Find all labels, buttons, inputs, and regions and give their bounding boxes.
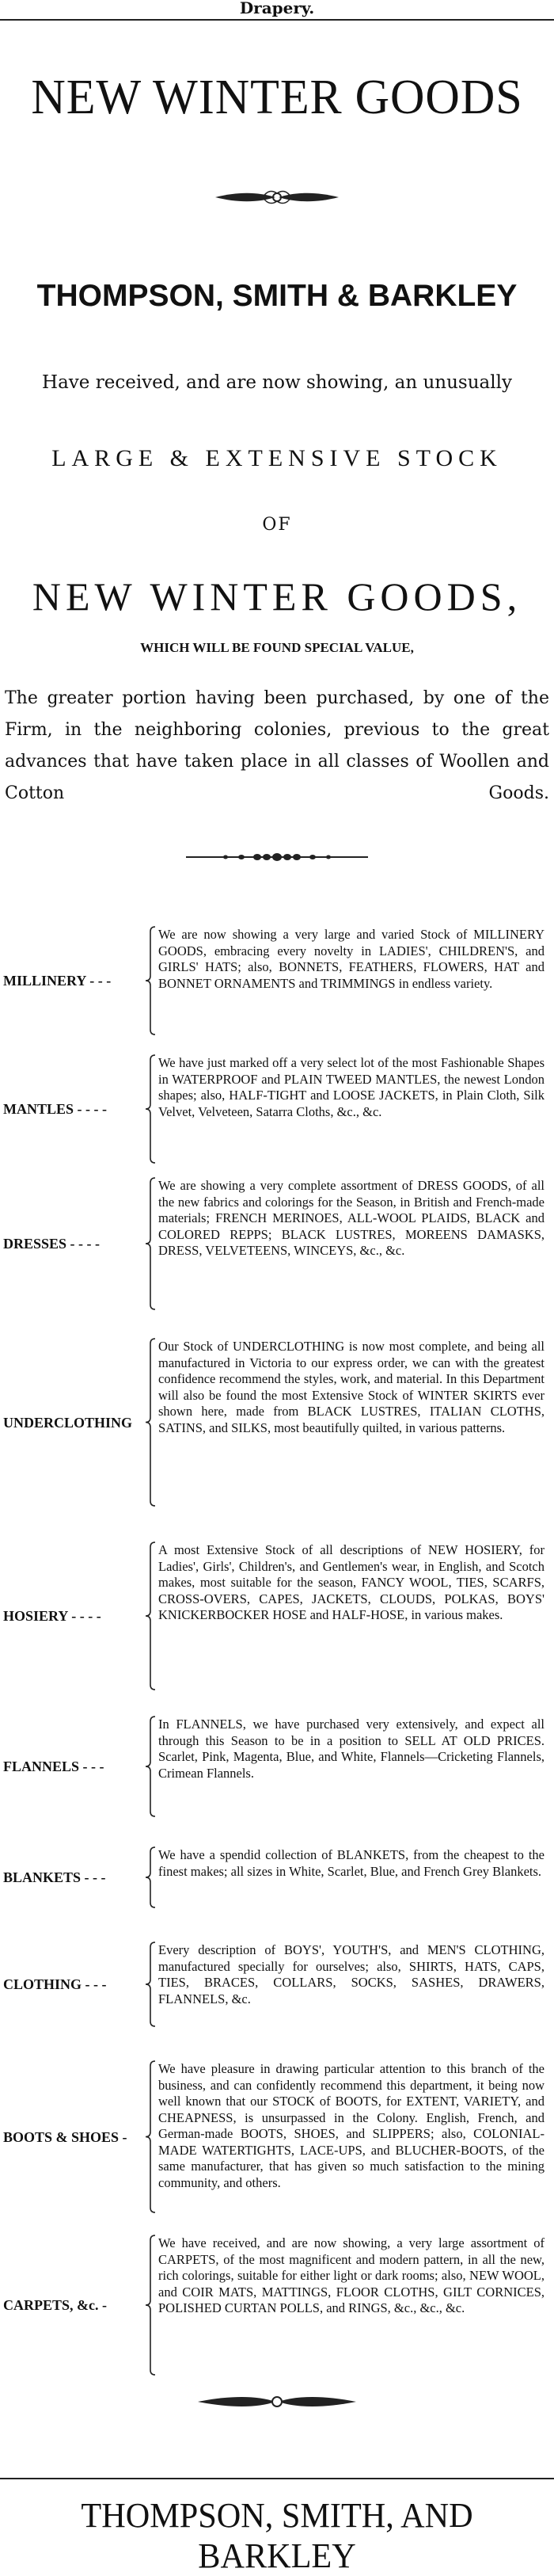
firm-name: THOMPSON, SMITH & BARKLEY [36, 279, 518, 313]
brace-icon [144, 925, 157, 1036]
footer-ornament-icon [198, 2392, 356, 2411]
department-description: A most Extensive Stock of all descriptions of NEW HOSIERY, for Ladies', Girls', Children's, and Gentlemen's wear, in English, and Scotch makes, most suitable for the season, FANCY WOOL, TIES, SCARFS, CROSS-OVERS, CAPES, JACKETS, CLOUDS, POLKAS, BOYS' KNICKERBOCKER HOSE and HALF-HOSE, in various makes. [158, 1542, 545, 1622]
brace-icon [144, 1941, 157, 2028]
department-entry [0, 1054, 554, 1164]
brace-icon [144, 2060, 157, 2214]
department-label: MANTLES - - - - [3, 1101, 107, 1117]
department-description: We have just marked off a very select lot of the most Fashionable Shapes in WATERPROOF and PLAIN TWEED MANTLES, the newest London shapes; also, HALF-TIGHT and LOOSE JACKETS, in Plain Cloth, Silk Velvet, Velveteen, Satarra Cloths, &c., &c. [158, 1055, 545, 1119]
brace-icon [144, 1337, 157, 1507]
department-label: UNDERCLOTHING [3, 1414, 133, 1431]
department-label: CLOTHING - - - [3, 1976, 107, 1992]
intro-paragraph: The greater portion having been purchased, by one of the Firm, in the neighboring colonies, previous to the great advances that have taken place in all classes of Woollen and Cotton Goods. [5, 688, 549, 803]
department-label: CARPETS, &c. - [3, 2297, 107, 2313]
brace-icon [144, 1846, 157, 1909]
brace-icon [144, 1176, 157, 1311]
ornament-divider-icon [214, 189, 340, 206]
department-entry [0, 925, 554, 1036]
department-description: We have received, and are now showing, a very large assortment of CARPETS, of the most magnificent and modern pattern, in all the new, rich colorings, suitable for either light or dark rooms; also, NEW WOOL, and COIR MATS, MATTINGS, FLOOR CLOTHS, GILT CORNICES, POLISHED CURTAN POLLS, and RINGS, &c., &c., &c. [158, 2235, 545, 2315]
department-label: BOOTS & SHOES - [3, 2128, 127, 2145]
brace-icon [144, 1541, 157, 1691]
department-description: We have pleasure in drawing particular attention to this branch of the business, and can confidently recommend this department, it being now well known that our STOCK of BOOTS, for EXTENT, VARIETY, and CHEAPNESS, is unsurpassed in the Colony. English, French, and German-made BOOTS, SHOES, and SLIPPERS; also, COLONIAL-MADE WATERTIGHTS, LACE-UPS, and BLUCHER-BOOTS, of the same manufacturer, that has given so much satisfaction to the mining community, and others. [158, 2061, 545, 2190]
of-line: OF [262, 515, 292, 535]
department-label: HOSIERY - - - - [3, 1608, 101, 1624]
special-value-line: WHICH WILL BE FOUND SPECIAL VALUE, [140, 640, 414, 655]
department-description: In FLANNELS, we have purchased very extensively, and expect all through this Season to be in a position to SELL AT OLD PRICES. Scarlet, Pink, Magenta, Blue, and White, Flannels—Cricketing Flannels, Crimean Flannels. [158, 1717, 545, 1781]
brace-icon [144, 1715, 157, 1818]
department-entry [0, 1715, 554, 1818]
department-description: We have a spendid collection of BLANKETS, from the cheapest to the finest makes; all sizes in White, Scarlet, Blue, and French Grey Blankets. [158, 1847, 545, 1879]
department-label: DRESSES - - - - [3, 1236, 101, 1252]
department-entry [0, 1337, 554, 1507]
top-rule [0, 19, 554, 21]
department-entry [0, 1941, 554, 2028]
footer-rule [0, 2478, 554, 2479]
department-description: Our Stock of UNDERCLOTHING is now most complete, and being all manufactured in Victoria to our express order, we can with the greatest confidence recommend the styles, work, and material. In this Department will also be found the most Extensive Stock of WINTER SKIRTS ever shown here, made from BLACK LUSTRES, ITALIAN CLOTHS, SATINS, and SILKS, most beautifully quilted, in various patterns. [158, 1339, 545, 1435]
department-description: We are now showing a very large and varied Stock of MILLINERY GOODS, embracing every novelty in LADIES', CHILDREN'S, and GIRLS' HATS; also, BONNETS, FEATHERS, FLOWERS, HAT and BONNET ORNAMENTS and TRIMMINGS in endless variety. [158, 927, 545, 991]
department-entry [0, 1176, 554, 1311]
headline-secondary: NEW WINTER GOODS, [32, 574, 522, 619]
large-stock-line: LARGE & EXTENSIVE STOCK [51, 445, 503, 471]
brace-icon [144, 2234, 157, 2376]
brace-icon [144, 1054, 157, 1164]
department-description: Every description of BOYS', YOUTH'S, and MEN'S CLOTHING, manufactured specially for ourselves; also, SHIRTS, HATS, CAPS, TIES, BRACES, COLLARS, SOCKS, SASHES, DRAWERS, FLANNELS, &c. [158, 1942, 545, 2006]
department-entry [0, 2234, 554, 2376]
department-description: We are showing a very complete assortment of DRESS GOODS, of all the new fabrics and colorings for the Season, in British and French-made materials; FRENCH MERINOES, ALL-WOOL PLAIDS, BLACK and COLORED REPPS; BLACK LUSTRES, MOREENS DAMASKS, DRESS, VELVETEENS, WINCEYS, &c., &c. [158, 1178, 545, 1258]
department-label: MILLINERY - - - [3, 973, 112, 989]
intro-line: Have received, and are now showing, an unusually [42, 372, 512, 393]
department-label: BLANKETS - - - [3, 1869, 106, 1885]
department-entry [0, 1846, 554, 1909]
chain-divider-icon [186, 852, 368, 863]
footer-firm-name: THOMPSON, SMITH, AND BARKLEY [81, 2496, 473, 2575]
department-entry [0, 1541, 554, 1691]
department-entry [0, 2060, 554, 2214]
headline: NEW WINTER GOODS [31, 70, 523, 124]
section-label: Drapery. [239, 0, 315, 17]
department-label: FLANNELS - - - [3, 1759, 104, 1774]
